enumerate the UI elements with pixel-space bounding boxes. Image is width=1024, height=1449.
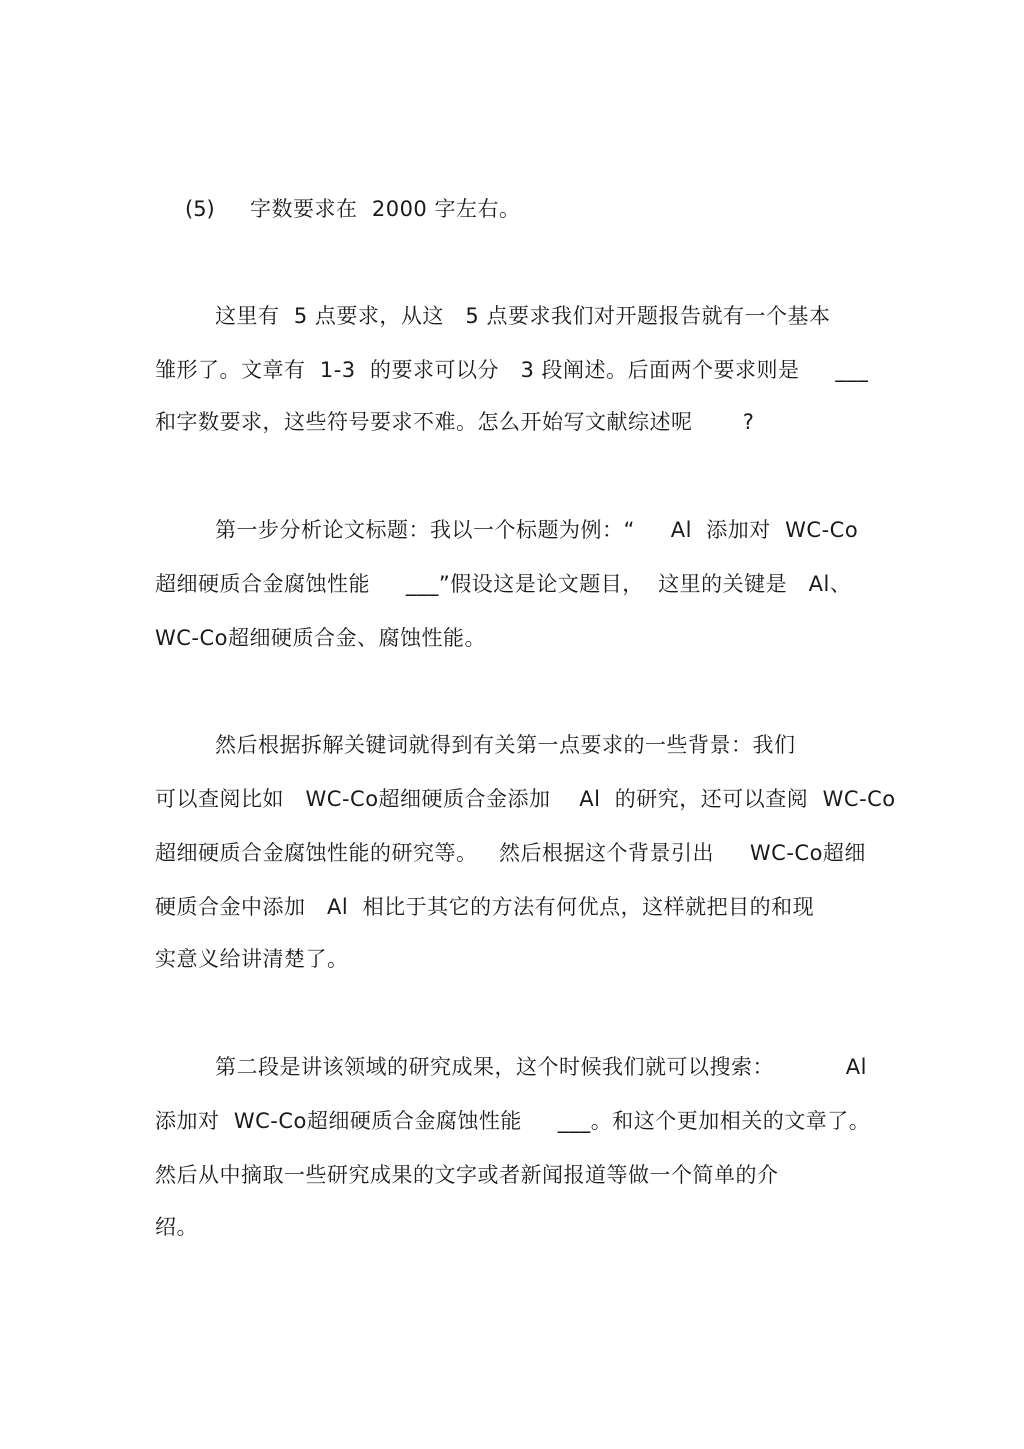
paragraph-line: 添加对 WC-Co超细硬质合金腐蚀性能 ___。和这个更加相关的文章了。 bbox=[155, 1109, 871, 1133]
paragraph-line: 第一步分析论文标题：我以一个标题为例：“ Al 添加对 WC-Co bbox=[215, 518, 859, 542]
paragraph-line: 第二段是讲该领域的研究成果，这个时候我们就可以搜索： Al bbox=[215, 1055, 867, 1079]
list-item-text: 字数要求在 2000 字左右。 bbox=[250, 197, 521, 221]
paragraph-line: 和字数要求，这些符号要求不难。怎么开始写文献综述呢 ? bbox=[155, 410, 755, 434]
paragraph-line: 实意义给讲清楚了。 bbox=[155, 947, 349, 971]
paragraph-line: 然后根据拆解关键词就得到有关第一点要求的一些背景：我们 bbox=[215, 733, 796, 757]
paragraph-line: 硬质合金中添加 Al 相比于其它的方法有何优点，这样就把目的和现 bbox=[155, 895, 815, 919]
paragraph-line: 然后从中摘取一些研究成果的文字或者新闻报道等做一个简单的介 bbox=[155, 1163, 779, 1187]
paragraph-line: 绍。 bbox=[155, 1215, 198, 1239]
paragraph-line: 超细硬质合金腐蚀性能的研究等。 然后根据这个背景引出 WC-Co超细 bbox=[155, 841, 866, 865]
paragraph-line: WC-Co超细硬质合金、腐蚀性能。 bbox=[155, 626, 487, 650]
paragraph-line: 雏形了。文章有 1-3 的要求可以分 3 段阐述。后面两个要求则是 ___ bbox=[155, 358, 869, 382]
list-item-number: (5) bbox=[185, 197, 215, 221]
paragraph-line: 这里有 5 点要求，从这 5 点要求我们对开题报告就有一个基本 bbox=[215, 304, 831, 328]
paragraph-line: 可以查阅比如 WC-Co超细硬质合金添加 Al 的研究，还可以查阅 WC-Co bbox=[155, 787, 896, 811]
paragraph-line: 超细硬质合金腐蚀性能 ___”假设这是论文题目， 这里的关键是 Al、 bbox=[155, 572, 852, 596]
